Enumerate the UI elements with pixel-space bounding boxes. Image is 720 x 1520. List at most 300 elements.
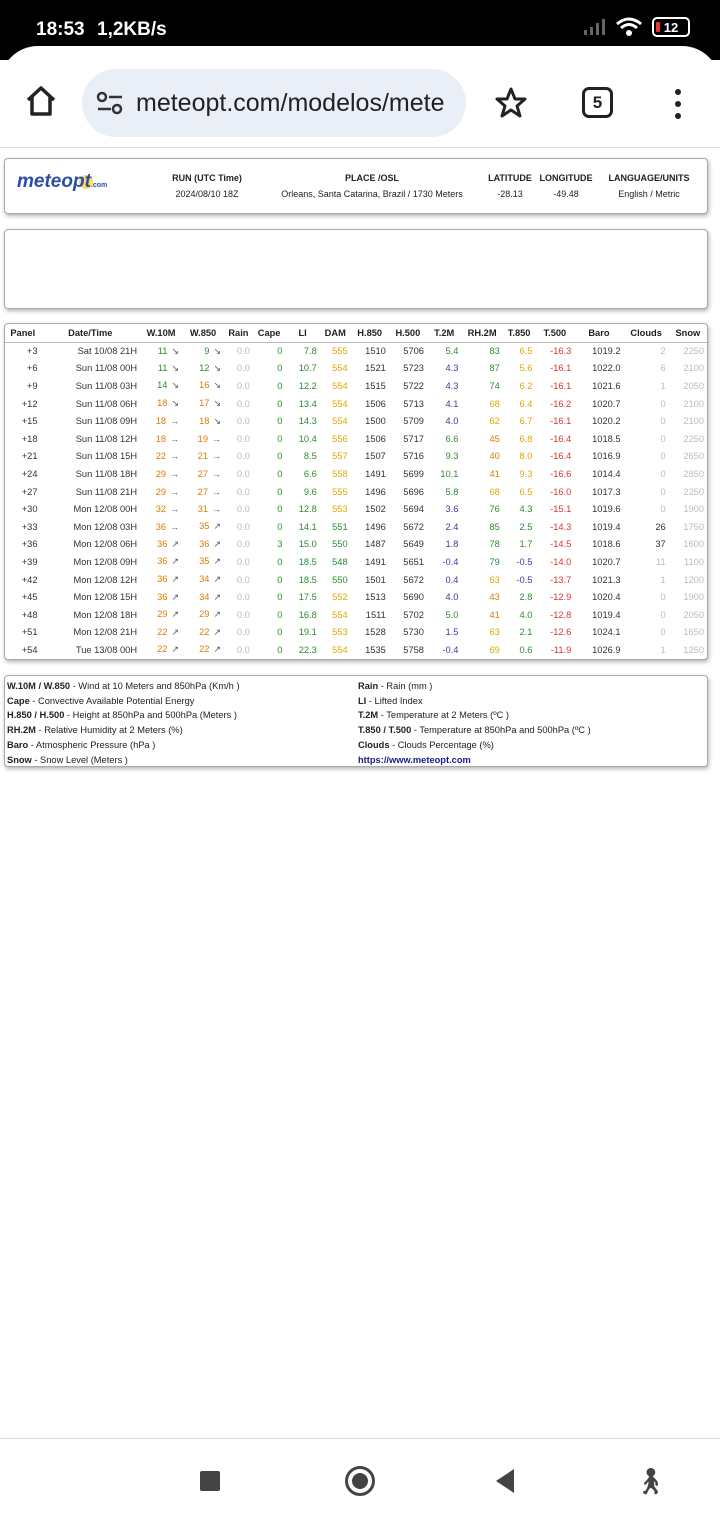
datetime-cell: Mon 12/08 03H: [73, 521, 138, 532]
more-menu-icon[interactable]: [673, 89, 683, 119]
t500-cell: -14.3: [550, 521, 572, 532]
rain-cell: 0.0: [236, 486, 250, 497]
datetime-cell: Sat 10/08 21H: [77, 346, 138, 357]
panel-cell: +39: [21, 556, 38, 567]
rh2m-cell: 68: [489, 486, 500, 497]
t500-cell: -11.9: [550, 644, 572, 655]
wind-850-cell: 21 →: [197, 451, 222, 462]
datetime-cell: Mon 12/08 09H: [73, 556, 138, 567]
cape-cell: 0: [277, 451, 283, 462]
clouds-cell: 0: [660, 609, 666, 620]
rh2m-cell: 45: [489, 433, 500, 444]
h500-cell: 5709: [403, 416, 424, 427]
clouds-cell: 0: [660, 486, 666, 497]
t2m-cell: 4.3: [445, 363, 459, 374]
wind-850-cell: 12 ↘: [199, 362, 222, 373]
h500-cell: 5702: [403, 609, 424, 620]
rh2m-cell: 69: [489, 644, 500, 655]
baro-cell: 1020.2: [592, 416, 621, 427]
baro-cell: 1022.0: [592, 363, 621, 374]
run-info: RUN (UTC Time) 2024/08/10 18Z: [172, 173, 242, 199]
legend-item: Snow - Snow Level (Meters ): [7, 754, 128, 765]
h850-cell: 1491: [365, 468, 386, 479]
t500-cell: -16.1: [550, 363, 572, 374]
datetime-cell: Mon 12/08 12H: [73, 574, 138, 585]
cape-cell: 0: [277, 433, 283, 444]
rain-cell: 0.0: [236, 609, 250, 620]
clouds-cell: 0: [660, 398, 666, 409]
h500-cell: 5716: [403, 451, 424, 462]
datetime-cell: Sun 11/08 00H: [75, 363, 138, 374]
dam-cell: 556: [332, 433, 348, 444]
dam-cell: 554: [332, 644, 348, 655]
table-row: [5, 641, 707, 659]
cape-cell: 0: [277, 416, 283, 427]
meteopt-link[interactable]: https://www.meteopt.com: [358, 754, 471, 765]
rain-cell: 0.0: [236, 504, 250, 515]
datetime-cell: Mon 12/08 21H: [73, 627, 138, 638]
t850-cell: 6.2: [519, 380, 533, 391]
li-cell: 14.3: [298, 416, 317, 427]
legend-item: LI - Lifted Index: [358, 695, 423, 706]
rain-cell: 0.0: [236, 451, 250, 462]
t2m-cell: 9.3: [445, 451, 459, 462]
cape-cell: 0: [277, 380, 283, 391]
cape-cell: 3: [277, 539, 283, 550]
snow-cell: 1250: [683, 644, 704, 655]
signal-icon: [582, 18, 606, 36]
wind-850-cell: 34 ↗: [199, 574, 222, 585]
wind-10m-cell: 18 ↘: [157, 398, 180, 409]
browser-toolbar: [0, 46, 720, 148]
panel-cell: +21: [21, 451, 38, 462]
t2m-cell: 5.0: [445, 609, 459, 620]
dam-cell: 555: [332, 486, 348, 497]
bookmark-star-icon[interactable]: [494, 86, 528, 120]
cape-cell: 0: [277, 592, 283, 603]
t850-cell: 2.8: [519, 592, 533, 603]
dam-cell: 554: [332, 416, 348, 427]
longitude-info: LONGITUDE -49.48: [539, 173, 593, 199]
snow-cell: 1900: [683, 592, 704, 603]
wind-direction-icon: ↘: [213, 362, 222, 373]
column-header: T.2M: [427, 324, 461, 342]
datetime-cell: Mon 12/08 18H: [73, 609, 138, 620]
t500-cell: -16.0: [550, 486, 572, 497]
table-row: [5, 606, 707, 624]
wind-direction-icon: →: [212, 486, 222, 497]
cape-cell: 0: [277, 363, 283, 374]
h500-cell: 5722: [403, 380, 424, 391]
t850-cell: 4.3: [519, 504, 533, 515]
snow-cell: 1100: [684, 556, 704, 567]
wind-direction-icon: ↘: [213, 398, 222, 409]
clouds-cell: 6: [660, 363, 666, 374]
rh2m-cell: 83: [489, 346, 500, 357]
dam-cell: 554: [332, 398, 348, 409]
language-units-info[interactable]: LANGUAGE/UNITS English / Metric: [608, 173, 690, 199]
clouds-cell: 1: [660, 380, 666, 391]
h850-cell: 1496: [365, 486, 386, 497]
t2m-cell: 5.4: [445, 346, 459, 357]
snow-cell: 2250: [683, 486, 704, 497]
wind-10m-cell: 36 →: [155, 521, 180, 532]
column-header: DAM: [320, 324, 351, 342]
table-row: [5, 465, 707, 483]
wind-850-cell: 22 ↗: [199, 644, 222, 655]
snow-cell: 1900: [683, 504, 704, 515]
dam-cell: 554: [332, 363, 348, 374]
wind-direction-icon: →: [170, 504, 180, 515]
rh2m-cell: 41: [489, 468, 500, 479]
clouds-cell: 26: [655, 521, 666, 532]
column-header: H.850: [351, 324, 389, 342]
t2m-cell: 4.0: [445, 416, 459, 427]
table-row: [5, 553, 707, 571]
baro-cell: 1026.9: [592, 644, 621, 655]
table-row: [5, 483, 707, 501]
back-button[interactable]: [496, 1469, 514, 1493]
snow-cell: 2650: [683, 451, 704, 462]
t2m-cell: 4.0: [445, 592, 459, 603]
clouds-cell: 0: [660, 433, 666, 444]
datetime-cell: Sun 11/08 03H: [75, 380, 138, 391]
t850-cell: 2.5: [519, 521, 533, 532]
baro-cell: 1019.4: [592, 521, 621, 532]
battery-level: 12: [663, 19, 679, 35]
recents-button[interactable]: [200, 1471, 220, 1491]
column-header: W.10M: [140, 324, 182, 342]
h850-cell: 1507: [365, 451, 386, 462]
rain-cell: 0.0: [236, 574, 250, 585]
t850-cell: 6.7: [519, 416, 533, 427]
table-row: [5, 430, 707, 448]
h500-cell: 5651: [403, 556, 424, 567]
li-cell: 18.5: [298, 574, 317, 585]
wind-direction-icon: ↗: [213, 591, 222, 602]
wind-10m-cell: 11 ↘: [157, 362, 180, 373]
forecast-header: [4, 158, 708, 214]
wind-850-cell: 18 ↘: [199, 415, 222, 426]
li-cell: 16.8: [298, 609, 317, 620]
panel-cell: +51: [21, 627, 38, 638]
wind-direction-icon: ↗: [213, 644, 222, 655]
baro-cell: 1019.6: [592, 504, 621, 515]
cape-cell: 0: [277, 486, 283, 497]
column-header: W.850: [182, 324, 224, 342]
table-row: [5, 342, 707, 360]
baro-cell: 1018.5: [592, 433, 621, 444]
wifi-icon: [616, 17, 642, 37]
h850-cell: 1502: [365, 504, 386, 515]
datetime-cell: Sun 11/08 21H: [75, 486, 138, 497]
rh2m-cell: 40: [489, 451, 500, 462]
snow-cell: 2250: [683, 346, 704, 357]
h850-cell: 1501: [365, 574, 386, 585]
snow-cell: 2250: [683, 433, 704, 444]
t500-cell: -15.1: [550, 504, 572, 515]
li-cell: 22.3: [298, 644, 317, 655]
wind-10m-cell: 36 ↗: [157, 574, 180, 585]
baro-cell: 1017.3: [592, 486, 621, 497]
t500-cell: -13.7: [550, 574, 572, 585]
place-info: PLACE /OSL Orleans, Santa Catarina, Brazil / 1730 Meters: [281, 173, 463, 199]
t500-cell: -16.2: [550, 398, 572, 409]
wind-direction-icon: ↗: [171, 574, 180, 585]
cape-cell: 0: [277, 504, 283, 515]
snow-cell: 1600: [683, 539, 704, 550]
t2m-cell: 10.1: [440, 468, 459, 479]
column-header: T.500: [535, 324, 574, 342]
t500-cell: -16.1: [550, 416, 572, 427]
h850-cell: 1496: [365, 521, 386, 532]
t850-cell: -0.5: [516, 556, 533, 567]
li-cell: 10.7: [298, 363, 317, 374]
wind-direction-icon: ↗: [213, 556, 222, 567]
rh2m-cell: 43: [489, 592, 500, 603]
snow-cell: 2050: [683, 609, 704, 620]
h850-cell: 1528: [365, 627, 386, 638]
wind-direction-icon: ↗: [213, 609, 222, 620]
cape-cell: 0: [277, 574, 283, 585]
wind-direction-icon: ↘: [171, 345, 180, 356]
t2m-cell: 3.6: [445, 504, 459, 515]
t850-cell: 1.7: [519, 539, 533, 550]
wind-10m-cell: 18 →: [155, 416, 180, 427]
clouds-cell: 2: [660, 346, 666, 357]
cape-cell: 0: [277, 346, 283, 357]
rh2m-cell: 79: [489, 556, 500, 567]
cape-cell: 0: [277, 398, 283, 409]
wind-850-cell: 19 →: [197, 433, 222, 444]
t2m-cell: -0.4: [442, 556, 459, 567]
li-cell: 13.4: [298, 398, 317, 409]
rain-cell: 0.0: [236, 521, 250, 532]
wind-direction-icon: ↗: [171, 609, 180, 620]
h500-cell: 5717: [403, 433, 424, 444]
table-row: [5, 624, 707, 642]
rh2m-cell: 85: [489, 521, 500, 532]
wind-direction-icon: ↘: [171, 380, 180, 391]
t2m-cell: 1.5: [445, 627, 459, 638]
wind-10m-cell: 36 ↗: [157, 556, 180, 567]
datetime-cell: Sun 11/08 06H: [75, 398, 138, 409]
tab-switcher-button[interactable]: 5: [582, 87, 613, 118]
site-settings-icon[interactable]: [96, 91, 124, 115]
li-cell: 10.4: [298, 433, 317, 444]
baro-cell: 1021.6: [592, 380, 621, 391]
panel-cell: +36: [21, 539, 38, 550]
rain-cell: 0.0: [236, 363, 250, 374]
wind-850-cell: 22 ↗: [199, 626, 222, 637]
h850-cell: 1506: [365, 433, 386, 444]
t850-cell: 6.5: [519, 346, 533, 357]
wind-10m-cell: 11 ↘: [157, 345, 180, 356]
cape-cell: 0: [277, 468, 283, 479]
table-row: [5, 360, 707, 378]
url-text[interactable]: meteopt.com/modelos/mete: [136, 88, 445, 117]
legend-box: [4, 675, 708, 767]
table-row: [5, 412, 707, 430]
t500-cell: -14.0: [550, 556, 572, 567]
column-header: RH.2M: [461, 324, 502, 342]
cape-cell: 0: [277, 609, 283, 620]
wind-direction-icon: →: [170, 433, 180, 444]
table-row: [5, 448, 707, 466]
panel-cell: +33: [21, 521, 38, 532]
snow-cell: 2100: [683, 363, 704, 374]
snow-cell: 2050: [683, 380, 704, 391]
legend-item: T.2M - Temperature at 2 Meters (ºC ): [358, 710, 509, 721]
rain-cell: 0.0: [236, 468, 250, 479]
wind-850-cell: 36 ↗: [199, 538, 222, 549]
wind-direction-icon: ↘: [213, 345, 222, 356]
dam-cell: 553: [332, 504, 348, 515]
t2m-cell: 2.4: [445, 521, 459, 532]
legend-item: Baro - Atmospheric Pressure (hPa ): [7, 739, 156, 750]
wind-850-cell: 27 →: [197, 486, 222, 497]
dam-cell: 552: [332, 592, 348, 603]
baro-cell: 1016.9: [592, 451, 621, 462]
t850-cell: 5.6: [519, 363, 533, 374]
legend-item: Cape - Convective Available Potential Energy: [7, 695, 195, 706]
clouds-cell: 0: [660, 416, 666, 427]
legend-item: RH.2M - Relative Humidity at 2 Meters (%): [7, 725, 183, 736]
snow-cell: 1750: [683, 521, 704, 532]
cape-cell: 0: [277, 627, 283, 638]
clouds-cell: 0: [660, 592, 666, 603]
li-cell: 7.8: [303, 346, 317, 357]
meteopt-logo[interactable]: meteopt.com: [17, 171, 108, 192]
datetime-cell: Sun 11/08 18H: [75, 468, 138, 479]
table-row: [5, 588, 707, 606]
wind-direction-icon: →: [170, 451, 180, 462]
t850-cell: 4.0: [519, 609, 533, 620]
wind-direction-icon: ↗: [171, 591, 180, 602]
wind-direction-icon: ↘: [213, 380, 222, 391]
h850-cell: 1511: [365, 609, 386, 620]
wind-10m-cell: 18 →: [155, 433, 180, 444]
h850-cell: 1510: [365, 346, 386, 357]
wind-direction-icon: →: [170, 486, 180, 497]
rh2m-cell: 62: [489, 416, 500, 427]
rh2m-cell: 76: [489, 504, 500, 515]
wind-10m-cell: 29 →: [155, 468, 180, 479]
clouds-cell: 0: [660, 451, 666, 462]
wind-850-cell: 17 ↘: [199, 398, 222, 409]
home-button[interactable]: [345, 1466, 375, 1496]
panel-cell: +9: [26, 380, 38, 391]
dam-cell: 550: [332, 574, 348, 585]
wind-10m-cell: 22 →: [155, 451, 180, 462]
clouds-cell: 0: [660, 504, 666, 515]
li-cell: 19.1: [298, 627, 317, 638]
h500-cell: 5699: [403, 468, 424, 479]
rain-cell: 0.0: [236, 433, 250, 444]
panel-cell: +18: [21, 433, 38, 444]
wind-10m-cell: 14 ↘: [157, 380, 180, 391]
datetime-cell: Sun 11/08 15H: [75, 451, 138, 462]
wind-10m-cell: 29 →: [155, 486, 180, 497]
legend-item: H.850 / H.500 - Height at 850hPa and 500hPa (Meters ): [7, 710, 237, 721]
h500-cell: 5723: [403, 363, 424, 374]
rain-cell: 0.0: [236, 592, 250, 603]
t850-cell: 6.8: [519, 433, 533, 444]
h850-cell: 1521: [365, 363, 386, 374]
wind-10m-cell: 32 →: [155, 504, 180, 515]
cape-cell: 0: [277, 556, 283, 567]
h500-cell: 5758: [403, 644, 424, 655]
table-row: [5, 536, 707, 554]
datetime-cell: Sun 11/08 12H: [75, 433, 138, 444]
li-cell: 8.5: [303, 451, 317, 462]
rh2m-cell: 41: [489, 609, 500, 620]
table-row: [5, 518, 707, 536]
wind-direction-icon: →: [170, 521, 180, 532]
t500-cell: -16.4: [550, 451, 572, 462]
h500-cell: 5696: [403, 486, 424, 497]
forecast-table-box: [4, 323, 708, 660]
t500-cell: -16.4: [550, 433, 572, 444]
accessibility-icon[interactable]: 🚶︎: [634, 1466, 668, 1496]
wind-10m-cell: 29 ↗: [157, 609, 180, 620]
home-icon[interactable]: [24, 84, 58, 118]
dam-cell: 554: [332, 609, 348, 620]
h500-cell: 5649: [403, 539, 424, 550]
t2m-cell: 6.6: [445, 433, 459, 444]
column-header: T.850: [503, 324, 536, 342]
legend-left-column: [7, 679, 240, 767]
h500-cell: 5672: [403, 521, 424, 532]
column-header: Baro: [574, 324, 623, 342]
clouds-cell: 0: [660, 627, 666, 638]
t500-cell: -16.3: [550, 346, 572, 357]
h850-cell: 1535: [365, 644, 386, 655]
snow-cell: 2100: [683, 398, 704, 409]
dam-cell: 555: [332, 346, 348, 357]
h850-cell: 1491: [365, 556, 386, 567]
t500-cell: -14.5: [550, 539, 572, 550]
rain-cell: 0.0: [236, 346, 250, 357]
wind-direction-icon: ↗: [171, 644, 180, 655]
column-header: LI: [285, 324, 319, 342]
panel-cell: +48: [21, 609, 38, 620]
panel-cell: +45: [21, 592, 38, 603]
address-bar[interactable]: [82, 69, 466, 137]
baro-cell: 1020.7: [592, 398, 621, 409]
table-row: [5, 395, 707, 413]
column-header: Snow: [669, 324, 707, 342]
wind-850-cell: 35 ↗: [199, 521, 222, 532]
wind-direction-icon: →: [212, 468, 222, 479]
rh2m-cell: 78: [489, 539, 500, 550]
status-network-speed: 1,2KB/s: [97, 19, 167, 40]
h500-cell: 5713: [403, 398, 424, 409]
rain-cell: 0.0: [236, 398, 250, 409]
system-navigation-bar: [0, 1438, 720, 1520]
dam-cell: 550: [332, 539, 348, 550]
wind-direction-icon: →: [212, 433, 222, 444]
wind-10m-cell: 22 ↗: [157, 626, 180, 637]
h850-cell: 1515: [365, 380, 386, 391]
rain-cell: 0.0: [236, 644, 250, 655]
li-cell: 15.0: [298, 539, 317, 550]
wind-850-cell: 9 ↘: [204, 345, 222, 356]
snow-cell: 1200: [683, 574, 704, 585]
t2m-cell: 5.8: [445, 486, 459, 497]
clouds-cell: 1: [660, 644, 666, 655]
t2m-cell: 4.3: [445, 380, 459, 391]
